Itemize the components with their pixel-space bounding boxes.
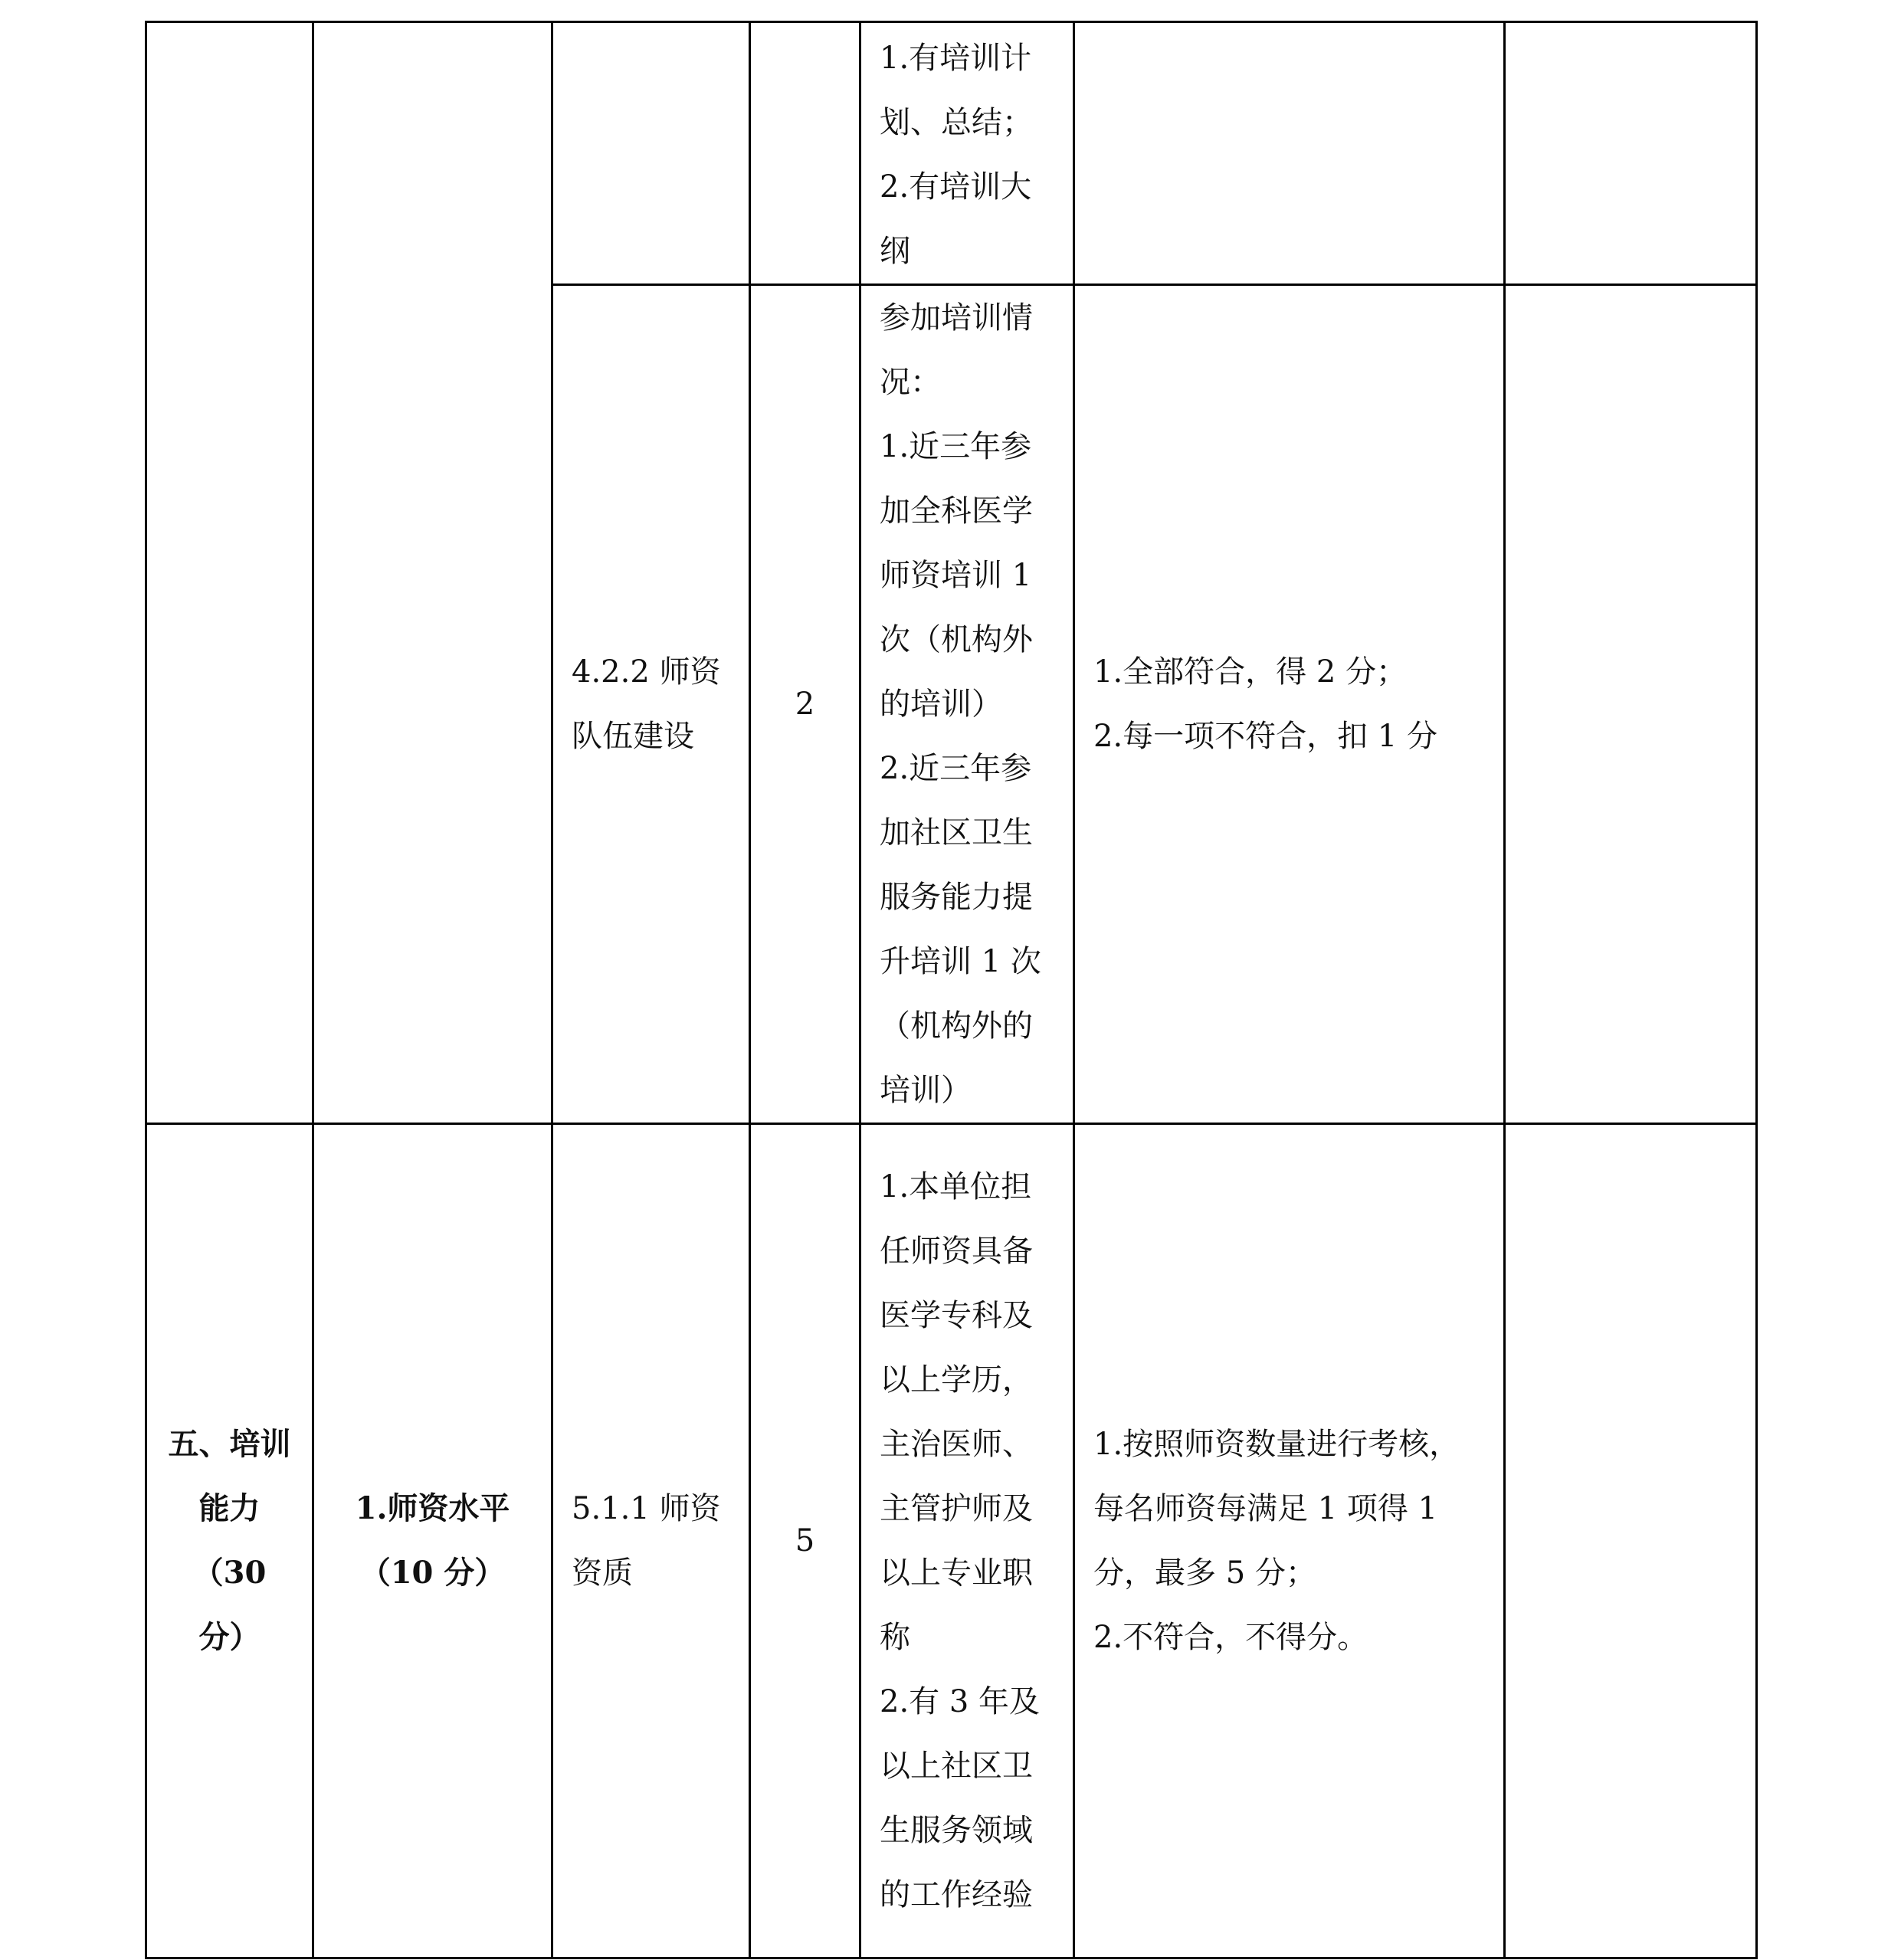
scoring-cell — [1074, 285, 1505, 1124]
requirement-line: 主管护师及 — [880, 1491, 1033, 1526]
requirement-line: 1.近三年参 — [880, 429, 1032, 464]
requirement-line: 升培训 1 次 — [880, 944, 1041, 979]
requirement-cell — [860, 22, 1074, 285]
requirement-line: 加全科医学 — [880, 493, 1033, 529]
remark-cell — [1505, 1124, 1757, 1958]
requirement-line: 称 — [880, 1620, 910, 1655]
requirement-line: 以上学历， — [880, 1362, 1033, 1398]
requirement-line: 纲 — [880, 234, 910, 269]
item-line: 队伍建设 — [572, 719, 694, 754]
scoring-line: 分，最多 5 分； — [1093, 1555, 1316, 1591]
requirement-line: 生服务领域 — [880, 1813, 1033, 1848]
item-line: 4.2.2 师资 — [572, 654, 721, 690]
requirement-line: 2.近三年参 — [880, 751, 1032, 786]
requirement-line: （机构外的 — [880, 1008, 1033, 1044]
item-line: 资质 — [572, 1555, 633, 1591]
requirement-line: 况： — [880, 365, 941, 400]
table-row — [146, 1124, 1757, 1958]
category-cell-continued — [146, 22, 313, 1124]
requirement-line: 主治医师、 — [880, 1427, 1033, 1462]
requirement-line: 划、总结； — [880, 105, 1033, 140]
requirement-line: 参加培训情 — [880, 300, 1033, 336]
category-line: 能力 — [198, 1490, 261, 1526]
points-cell — [750, 1124, 860, 1958]
subcategory-line: 1.师资水平 — [355, 1490, 510, 1526]
requirement-line: 的工作经验 — [880, 1877, 1033, 1912]
requirement-line: 医学专科及 — [880, 1298, 1033, 1333]
requirement-line: 任师资具备 — [880, 1234, 1033, 1269]
scoring-line: 1.全部符合，得 2 分； — [1093, 654, 1408, 690]
item-cell — [552, 1124, 750, 1958]
category-line: 五、培训 — [168, 1426, 291, 1462]
requirement-line: 以上专业职 — [880, 1555, 1033, 1591]
requirement-line: 2.有 3 年及 — [880, 1684, 1041, 1719]
evaluation-table — [145, 21, 1758, 1959]
category-cell — [146, 1124, 313, 1958]
points-cell — [750, 22, 860, 285]
requirement-line: 1.有培训计 — [880, 41, 1032, 76]
points-cell — [750, 285, 860, 1124]
item-cell — [552, 22, 750, 285]
points-text: 2 — [795, 687, 815, 722]
scoring-line: 每名师资每满足 1 项得 1 — [1093, 1491, 1438, 1526]
scoring-line: 2.不符合，不得分。 — [1093, 1620, 1368, 1655]
table-row — [146, 22, 1757, 285]
subcategory-cell-continued — [313, 22, 552, 1124]
remark-cell — [1505, 22, 1757, 285]
requirement-line: 的培训） — [880, 687, 1002, 722]
scoring-cell — [1074, 1124, 1505, 1958]
item-line: 5.1.1 师资 — [572, 1491, 721, 1526]
requirement-line: 以上社区卫 — [880, 1749, 1033, 1784]
subcategory-cell — [313, 1124, 552, 1958]
requirement-cell — [860, 285, 1074, 1124]
requirement-line: 次（机构外 — [880, 622, 1033, 657]
category-line: 分） — [198, 1619, 261, 1655]
subcategory-line: （10 分） — [359, 1555, 506, 1591]
scoring-line: 2.每一项不符合，扣 1 分 — [1093, 719, 1438, 754]
item-cell — [552, 285, 750, 1124]
category-line: （30 — [192, 1555, 267, 1591]
requirement-cell — [860, 1124, 1074, 1958]
requirement-line: 2.有培训大 — [880, 169, 1032, 205]
remark-cell — [1505, 285, 1757, 1124]
requirement-line: 1.本单位担 — [880, 1169, 1032, 1205]
scoring-cell — [1074, 22, 1505, 285]
scoring-line: 1.按照师资数量进行考核， — [1093, 1427, 1460, 1462]
requirement-line: 培训） — [880, 1073, 972, 1108]
requirement-line: 加社区卫生 — [880, 815, 1033, 851]
points-text: 5 — [795, 1523, 815, 1558]
requirement-line: 服务能力提 — [880, 880, 1033, 915]
requirement-line: 师资培训 1 — [880, 558, 1032, 593]
